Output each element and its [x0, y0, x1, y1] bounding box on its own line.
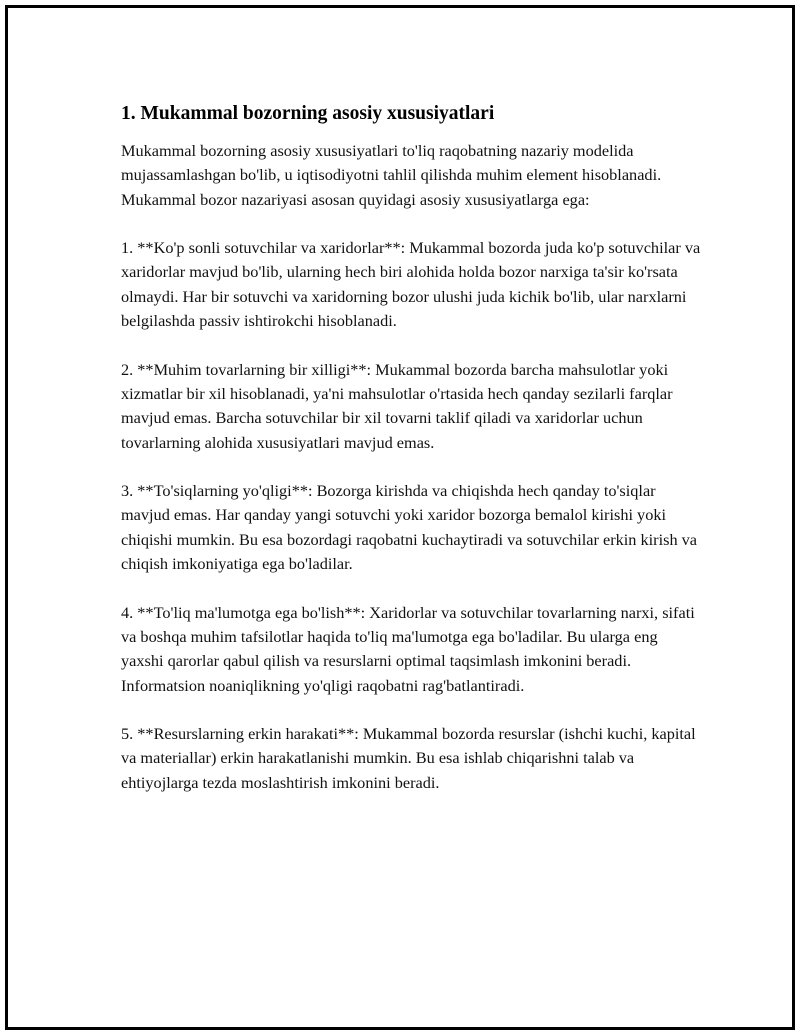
page-frame — [5, 5, 795, 1030]
list-item-paragraph: 1. **Ko'p sonli sotuvchilar va xaridorlar**: Mukammal bozorda juda ko'p sotuvchilar va xaridorlar mavjud bo'lib, ularning hech biri alohida holda bozor narxiga ta'sir ko'rsata olmaydi. Har bir sotuvchi va xaridorning bozor ulushi juda kichik bo'lib, ular narxlarni belgilashda passiv ishtirokchi hisoblanadi. — [121, 238, 701, 331]
section-heading: 1. Mukammal bozorning asosiy xususiyatlari — [121, 103, 495, 124]
intro-paragraph: Mukammal bozorning asosiy xususiyatlari to'liq raqobatning nazariy modelida mujassamlashgan bo'lib, u iqtisodiyotni tahlil qilishda muhim element hisoblanadi. Mukammal bozor nazariyasi asosan quyidagi asosiy xususiyatlarga ega: — [121, 141, 662, 209]
document-body — [121, 101, 701, 795]
list-item-paragraph: 3. **To'siqlarning yo'qligi**: Bozorga kirishda va chiqishda hech qanday to'siqlar mavjud emas. Har qanday yangi sotuvchi yoki xaridor bozorga bemalol kirishi yoki chiqishi mumkin. Bu esa bozordagi raqobatni kuchaytiradi va sotuvchilar erkin kirish va chiqish imkoniyatiga ega bo'ladilar. — [121, 481, 698, 574]
list-item-paragraph: 2. **Muhim tovarlarning bir xilligi**: Mukammal bozorda barcha mahsulotlar yoki xizmatlar bir xil hisoblanadi, ya'ni mahsulotlar o'rtasida hech qanday sezilarli farqlar mavjud emas. Barcha sotuvchilar bir xil tovarni taklif qiladi va xaridorlar uchun tovarlarning alohida xususiyatlari mavjud emas. — [121, 359, 673, 452]
list-item-paragraph: 5. **Resurslarning erkin harakati**: Mukammal bozorda resurslar (ishchi kuchi, kapital va materiallar) erkin harakatlanishi mumkin. Bu esa ishlab chiqarishni talab va ehtiyojlarga tezda moslashtirish imkonini beradi. — [121, 724, 696, 792]
list-item-paragraph: 4. **To'liq ma'lumotga ega bo'lish**: Xaridorlar va sotuvchilar tovarlarning narxi, sifati va boshqa muhim tafsilotlar haqida to'liq ma'lumotga ega bo'ladilar. Bu ularga eng yaxshi qarorlar qabul qilish va resurslarni optimal taqsimlash imkonini beradi. Informatsion noaniqlikning yo'qligi raqobatni rag'batlantiradi. — [121, 602, 695, 695]
